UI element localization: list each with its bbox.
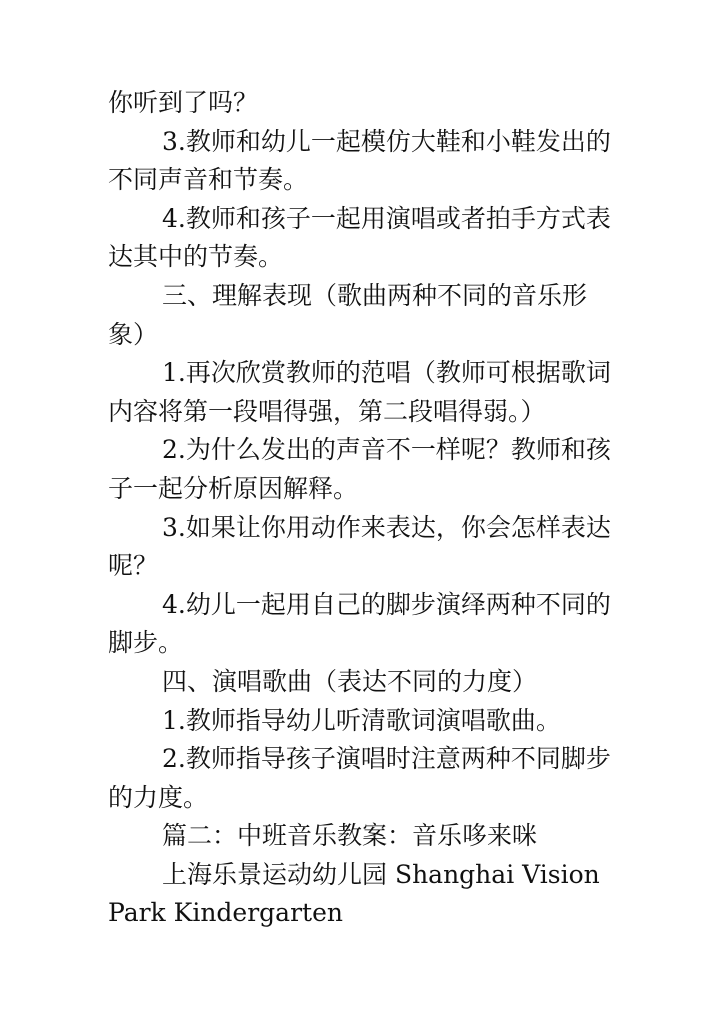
paragraph-step-3-movement: 3.如果让你用动作来表达，你会怎样表达呢？ — [108, 512, 611, 581]
paragraph-step-1-appreciate: 1.再次欣赏教师的范唱（教师可根据歌词内容将第一段唱得强，第二段唱得弱。） — [108, 358, 611, 426]
paragraph-step-1-guide: 1.教师指导幼儿听清歌词演唱歌曲。 — [162, 705, 561, 735]
paragraph-step-4-footsteps: 4.幼儿一起用自己的脚步演绎两种不同的脚步。 — [108, 589, 611, 658]
paragraph-question: 你听到了吗？ — [108, 88, 259, 117]
kindergarten-name: 上海乐景运动幼儿园 Shanghai Vision Park Kindergarten — [108, 859, 608, 928]
paragraph-step-3-imitate: 3.教师和幼儿一起模仿大鞋和小鞋发出的不同声音和节奏。 — [108, 126, 611, 195]
paragraph-step-2-strength: 2.教师指导孩子演唱时注意两种不同脚步的力度。 — [108, 744, 611, 812]
document-body — [108, 84, 618, 933]
paragraph-step-4-rhythm: 4.教师和孩子一起用演唱或者拍手方式表达其中的节奏。 — [108, 203, 611, 272]
section-heading-understand: 三、理解表现（歌曲两种不同的音乐形象） — [108, 280, 588, 349]
chapter-heading-part-two: 篇二：中班音乐教案：音乐哆来咪 — [162, 821, 538, 851]
paragraph-step-2-why: 2.为什么发出的声音不一样呢？教师和孩子一起分析原因解释。 — [108, 435, 611, 503]
section-heading-sing: 四、演唱歌曲（表达不同的力度） — [162, 666, 538, 696]
